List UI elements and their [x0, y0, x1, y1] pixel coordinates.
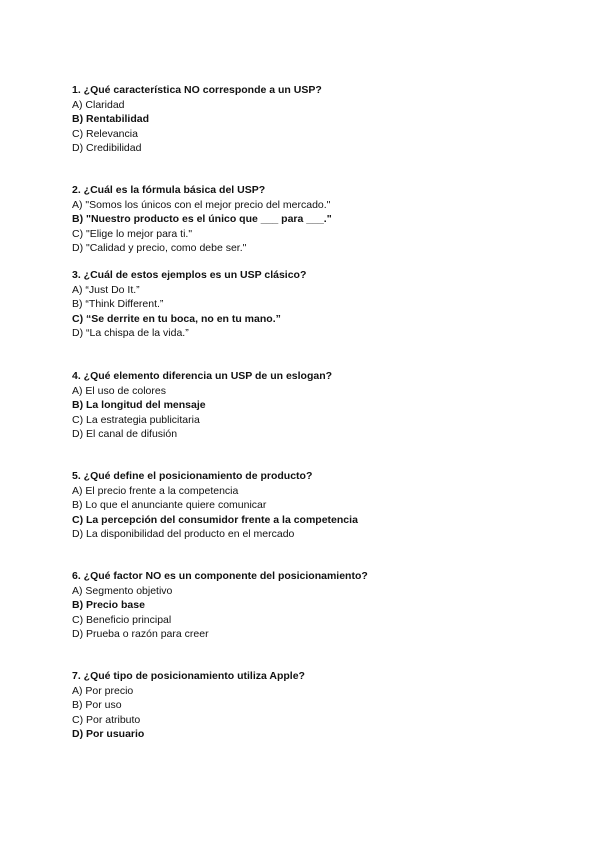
- option-a: A) El uso de colores: [72, 384, 166, 397]
- option-b-correct: B) Rentabilidad: [72, 113, 150, 126]
- question-2: [72, 183, 552, 256]
- option-b-correct: B) "Nuestro producto es el único que ___ para ___.": [72, 213, 332, 226]
- question-7: [72, 669, 552, 742]
- option-d: D) La disponibilidad del producto en el mercado: [72, 528, 295, 541]
- option-c: C) "Elige lo mejor para ti.": [72, 227, 193, 240]
- option-a: A) El precio frente a la competencia: [72, 484, 239, 497]
- option-a: A) “Just Do It.”: [72, 283, 140, 296]
- option-b-correct: B) La longitud del mensaje: [72, 399, 206, 412]
- option-c: C) Por atributo: [72, 713, 141, 726]
- option-d: D) "Calidad y precio, como debe ser.": [72, 242, 247, 255]
- option-a: A) Claridad: [72, 98, 125, 111]
- question-title: 3. ¿Cuál de estos ejemplos es un USP clásico?: [72, 269, 307, 281]
- option-b: B) Por uso: [72, 699, 122, 712]
- option-b: B) Lo que el anunciante quiere comunicar: [72, 499, 267, 512]
- option-a: A) Por precio: [72, 684, 134, 697]
- question-title: 4. ¿Qué elemento diferencia un USP de un eslogan?: [72, 370, 333, 382]
- option-b-correct: B) Precio base: [72, 599, 145, 612]
- option-d: D) El canal de difusión: [72, 428, 178, 441]
- question-3: [72, 268, 552, 341]
- question-title: 5. ¿Qué define el posicionamiento de producto?: [72, 470, 313, 482]
- option-d: D) “La chispa de la vida.”: [72, 327, 189, 340]
- question-title: 6. ¿Qué factor NO es un componente del posicionamiento?: [72, 570, 368, 582]
- option-d: D) Prueba o razón para creer: [72, 628, 209, 641]
- question-title: 2. ¿Cuál es la fórmula básica del USP?: [72, 184, 266, 196]
- question-5: [72, 469, 552, 542]
- option-c: C) La estrategia publicitaria: [72, 413, 200, 426]
- option-a: A) "Somos los únicos con el mejor precio del mercado.": [72, 198, 331, 211]
- option-c-correct: C) “Se derrite en tu boca, no en tu mano.”: [72, 312, 281, 325]
- question-title: 1. ¿Qué característica NO corresponde a un USP?: [72, 84, 322, 96]
- question-4: [72, 369, 552, 442]
- option-b: B) “Think Different.”: [72, 298, 164, 311]
- question-6: [72, 569, 552, 642]
- option-d-correct: D) Por usuario: [72, 728, 145, 741]
- option-c: C) Beneficio principal: [72, 613, 172, 626]
- question-title: 7. ¿Qué tipo de posicionamiento utiliza Apple?: [72, 670, 305, 682]
- option-c-correct: C) La percepción del consumidor frente a la competencia: [72, 513, 358, 526]
- question-1: [72, 83, 552, 156]
- option-d: D) Credibilidad: [72, 142, 142, 155]
- option-c: C) Relevancia: [72, 127, 138, 140]
- option-a: A) Segmento objetivo: [72, 584, 173, 597]
